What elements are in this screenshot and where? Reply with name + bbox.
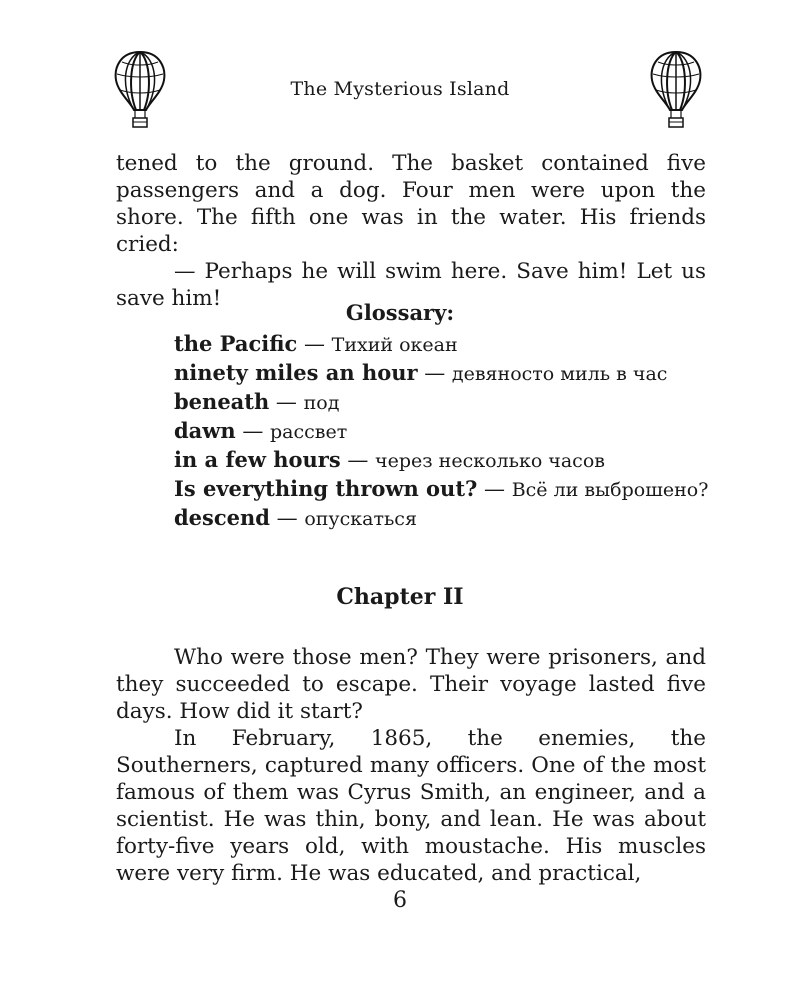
glossary-entry: dawn — рассвет <box>174 418 348 443</box>
glossary-term: in a few hours <box>174 447 341 472</box>
body-text-bottom <box>116 644 706 887</box>
body-text-top <box>116 150 706 312</box>
glossary-term: dawn <box>174 418 236 443</box>
glossary-entry: beneath — под <box>174 389 340 414</box>
glossary-definition: под <box>303 392 340 414</box>
glossary-list <box>174 330 734 533</box>
glossary-term: descend <box>174 505 270 530</box>
glossary-entry: Is everything thrown out? — Всё ли выброшено? <box>174 476 709 501</box>
paragraph: In February, 1865, the enemies, the Southerners, captured many officers. One of the most famous of them was Cyrus Smith, an engineer, and a scientist. He was thin, bony, and lean. He was about forty-five years old, with moustache. His muscles were very firm. He was educated, and practical, <box>116 726 706 886</box>
glossary-definition: через несколько часов <box>375 450 605 472</box>
chapter-title: Chapter II <box>336 584 464 610</box>
running-title: The Mysterious Island <box>290 78 510 100</box>
glossary-title: Glossary: <box>345 300 455 325</box>
glossary-entry: in a few hours — через несколько часов <box>174 447 605 472</box>
glossary-term: ninety miles an hour <box>174 360 418 385</box>
glossary-definition: рассвет <box>270 421 348 443</box>
paragraph: tened to the ground. The basket contained five passengers and a dog. Four men were upon the shore. The fifth one was in the water. His friends cried: <box>116 151 706 257</box>
glossary-term: beneath <box>174 389 270 414</box>
glossary-entry: the Pacific — Тихий океан <box>174 331 458 356</box>
glossary-term: Is everything thrown out? <box>174 476 478 501</box>
glossary-definition: Тихий океан <box>331 334 458 356</box>
glossary-term: the Pacific <box>174 331 298 356</box>
glossary-definition: опускаться <box>304 508 417 530</box>
page-number: 6 <box>393 888 407 913</box>
glossary-definition: Всё ли выброшено? <box>511 479 709 501</box>
glossary-definition: девяносто миль в час <box>451 363 668 385</box>
glossary-entry: ninety miles an hour — девяносто миль в час <box>174 360 668 385</box>
paragraph: Who were those men? They were prisoners, and they succeeded to escape. Their voyage lasted five days. How did it start? <box>116 645 706 724</box>
glossary-entry: descend — опускаться <box>174 505 417 530</box>
paragraph: — Perhaps he will swim here. Save him! Let us save him! <box>116 259 706 311</box>
